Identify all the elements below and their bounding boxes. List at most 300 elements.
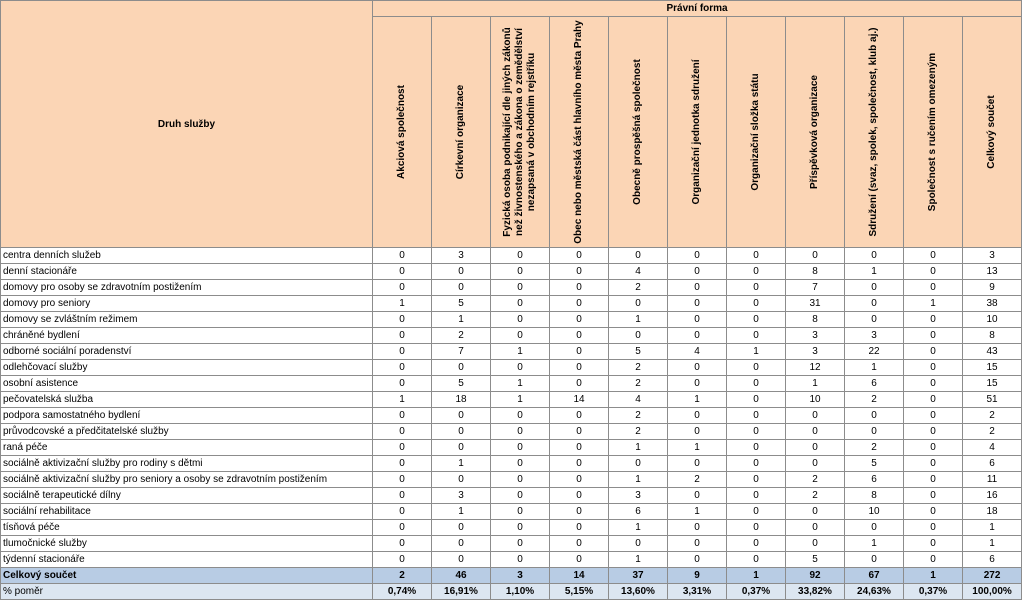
cell-value: 1 [491,376,550,392]
cell-value: 0 [491,472,550,488]
cell-value: 0 [550,312,609,328]
cell-value: 0 [550,296,609,312]
row-label: týdenní stacionáře [1,552,373,568]
cell-value: 0 [845,552,904,568]
cell-value: 6 [845,472,904,488]
cell-value: 0 [904,344,963,360]
cell-value: 9 [963,280,1022,296]
cell-value: 0 [491,488,550,504]
row-label: chráněné bydlení [1,328,373,344]
cell-value: 100,00% [963,584,1022,600]
cell-value: 1 [668,392,727,408]
cell-value: 0 [727,248,786,264]
cell-value: 0 [432,536,491,552]
table-row [1,504,1022,520]
cell-value: 0 [373,440,432,456]
cell-value: 0 [550,520,609,536]
cell-value: 1 [904,296,963,312]
cell-value: 2 [963,408,1022,424]
cell-value: 0 [491,360,550,376]
cell-value: 22 [845,344,904,360]
cell-value: 0 [373,264,432,280]
cell-value: 0 [432,360,491,376]
cell-value: 0 [904,408,963,424]
cell-value: 0 [786,408,845,424]
cell-value: 0 [491,264,550,280]
cell-value: 0 [727,424,786,440]
cell-value: 10 [786,392,845,408]
cell-value: 0 [786,504,845,520]
cell-value: 0 [491,440,550,456]
cell-value: 0 [550,440,609,456]
cell-value: 0 [727,312,786,328]
cell-value: 0 [609,456,668,472]
table-row [1,360,1022,376]
group-header-pravni-forma: Právní forma [373,1,1022,17]
cell-value: 0 [904,440,963,456]
cell-value: 6 [963,552,1022,568]
row-label: % poměr [1,584,373,600]
cell-value: 0 [550,456,609,472]
table-row [1,264,1022,280]
cell-value: 1 [609,440,668,456]
column-header-label: Církevní organizace [455,84,466,180]
cell-value: 1 [491,344,550,360]
cell-value: 0 [609,536,668,552]
row-label: tlumočnické služby [1,536,373,552]
column-header-label: Společnost s ručením omezeným [927,52,938,212]
cell-value: 18 [432,392,491,408]
cell-value: 0 [373,344,432,360]
cell-value: 1 [373,296,432,312]
cell-value: 11 [963,472,1022,488]
row-label: osobní asistence [1,376,373,392]
cell-value: 0 [491,312,550,328]
cell-value: 10 [845,504,904,520]
cell-value: 37 [609,568,668,584]
cell-value: 1 [727,344,786,360]
row-label: odborné sociální poradenství [1,344,373,360]
cell-value: 2 [668,472,727,488]
cell-value: 0 [727,472,786,488]
cell-value: 0 [550,424,609,440]
cell-value: 1 [845,264,904,280]
cell-value: 0 [491,280,550,296]
cell-value: 0 [373,312,432,328]
table-row [1,440,1022,456]
cell-value: 0 [432,552,491,568]
cell-value: 4 [963,440,1022,456]
cell-value: 0 [550,552,609,568]
cell-value: 0 [373,552,432,568]
cell-value: 15 [963,360,1022,376]
cell-value: 0 [491,328,550,344]
cell-value: 1 [904,568,963,584]
cell-value: 0 [550,472,609,488]
cell-value: 0,74% [373,584,432,600]
table-row [1,280,1022,296]
table-row [1,376,1022,392]
cell-value: 0 [491,296,550,312]
cell-value: 0 [550,328,609,344]
cell-value: 51 [963,392,1022,408]
column-header-label: Příspěvková organizace [809,75,820,189]
table-row [1,344,1022,360]
cell-value: 2 [845,392,904,408]
cell-value: 24,63% [845,584,904,600]
cell-value: 0 [668,248,727,264]
cell-value: 1 [786,376,845,392]
table-row [1,392,1022,408]
cell-value: 1,10% [491,584,550,600]
cell-value: 14 [550,568,609,584]
cell-value: 0 [904,488,963,504]
cell-value: 15 [963,376,1022,392]
row-label: sociálně aktivizační služby pro rodiny s dětmi [1,456,373,472]
column-header-label: Akciová společnost [396,85,407,179]
cell-value: 0 [373,424,432,440]
cell-value: 0 [609,328,668,344]
cell-value: 0 [904,312,963,328]
cell-value: 18 [963,504,1022,520]
row-label: domovy pro osoby se zdravotním postižením [1,280,373,296]
column-header-label: Organizační složka státu [750,73,761,191]
cell-value: 0 [491,552,550,568]
cell-value: 1 [432,504,491,520]
cell-value: 1 [609,472,668,488]
cell-value: 5 [609,344,668,360]
table-row [1,520,1022,536]
percent-row [1,584,1022,600]
column-header [550,17,609,248]
row-label: domovy pro seniory [1,296,373,312]
cell-value: 0 [904,280,963,296]
cell-value: 2 [609,408,668,424]
total-row [1,568,1022,584]
cell-value: 0 [727,296,786,312]
cell-value: 13 [963,264,1022,280]
cell-value: 0 [668,280,727,296]
cell-value: 92 [786,568,845,584]
cell-value: 0 [491,424,550,440]
cell-value: 1 [845,536,904,552]
cell-value: 0 [727,328,786,344]
cell-value: 0 [727,392,786,408]
cell-value: 6 [963,456,1022,472]
cell-value: 0 [904,456,963,472]
cell-value: 0 [668,520,727,536]
table-row [1,456,1022,472]
cell-value: 0 [727,264,786,280]
cell-value: 8 [845,488,904,504]
cell-value: 0 [727,536,786,552]
cell-value: 4 [668,344,727,360]
column-header-label: Organizační jednotka sdružení [691,59,702,205]
table-row [1,408,1022,424]
table-row [1,296,1022,312]
cell-value: 38 [963,296,1022,312]
cell-value: 0 [373,360,432,376]
row-label: domovy se zvláštním režimem [1,312,373,328]
cell-value: 0 [904,552,963,568]
cell-value: 0 [904,536,963,552]
cell-value: 0 [904,248,963,264]
cell-value: 0 [491,536,550,552]
cell-value: 0 [786,424,845,440]
cell-value: 0 [373,456,432,472]
cell-value: 0 [432,408,491,424]
cell-value: 0 [550,504,609,520]
cell-value: 0 [727,456,786,472]
cell-value: 0 [727,552,786,568]
column-header [668,17,727,248]
table-row [1,424,1022,440]
table-row [1,472,1022,488]
cell-value: 6 [609,504,668,520]
cell-value: 3,31% [668,584,727,600]
cell-value: 0 [786,456,845,472]
cell-value: 0 [727,440,786,456]
cell-value: 13,60% [609,584,668,600]
column-header-label: Obecně prospěšná společnost [632,59,643,205]
cell-value: 0 [845,296,904,312]
row-label: sociálně aktivizační služby pro seniory a osoby se zdravotním postižením [1,472,373,488]
column-header [373,17,432,248]
column-header [845,17,904,248]
cell-value: 0 [904,504,963,520]
cell-value: 67 [845,568,904,584]
cell-value: 3 [432,488,491,504]
table-row [1,488,1022,504]
cell-value: 0 [491,248,550,264]
cell-value: 0 [373,328,432,344]
row-label: tísňová péče [1,520,373,536]
cell-value: 33,82% [786,584,845,600]
cell-value: 3 [963,248,1022,264]
cell-value: 2 [609,280,668,296]
cell-value: 0 [668,296,727,312]
cell-value: 0 [668,328,727,344]
cell-value: 0 [904,520,963,536]
cell-value: 1 [432,456,491,472]
cell-value: 9 [668,568,727,584]
cell-value: 3 [432,248,491,264]
row-label: denní stacionáře [1,264,373,280]
cell-value: 0 [668,552,727,568]
cell-value: 272 [963,568,1022,584]
cell-value: 0 [609,248,668,264]
cell-value: 1 [609,520,668,536]
table-row [1,328,1022,344]
cell-value: 2 [373,568,432,584]
cell-value: 0 [845,280,904,296]
cell-value: 2 [786,488,845,504]
column-header-label: Celkový součet [986,95,998,169]
cell-value: 0 [904,472,963,488]
table-row [1,552,1022,568]
column-header [786,17,845,248]
cell-value: 0 [491,456,550,472]
cell-value: 6 [845,376,904,392]
table-row [1,248,1022,264]
cell-value: 1 [845,360,904,376]
cell-value: 2 [963,424,1022,440]
column-header [727,17,786,248]
cell-value: 5 [786,552,845,568]
cell-value: 0 [550,536,609,552]
cell-value: 46 [432,568,491,584]
cell-value: 31 [786,296,845,312]
cell-value: 3 [845,328,904,344]
cell-value: 10 [963,312,1022,328]
cell-value: 0 [727,520,786,536]
cell-value: 1 [963,536,1022,552]
cell-value: 0 [904,392,963,408]
cell-value: 4 [609,392,668,408]
cell-value: 0 [550,360,609,376]
cell-value: 3 [491,568,550,584]
cell-value: 2 [609,376,668,392]
cell-value: 1 [491,392,550,408]
cell-value: 3 [786,344,845,360]
cell-value: 0 [373,280,432,296]
table-row [1,536,1022,552]
cell-value: 0 [668,408,727,424]
cell-value: 0 [491,520,550,536]
cell-value: 0 [373,472,432,488]
cell-value: 0,37% [904,584,963,600]
cell-value: 0 [845,312,904,328]
cell-value: 5,15% [550,584,609,600]
cell-value: 0 [550,264,609,280]
cell-value: 0 [550,488,609,504]
cell-value: 0 [727,408,786,424]
cell-value: 2 [432,328,491,344]
column-header [963,17,1022,248]
row-label: Celkový součet [1,568,373,584]
cell-value: 8 [786,312,845,328]
cell-value: 5 [432,376,491,392]
cell-value: 0 [727,280,786,296]
cell-value: 0 [432,280,491,296]
cell-value: 0 [668,360,727,376]
cell-value: 0 [550,248,609,264]
cell-value: 0 [668,456,727,472]
cell-value: 0 [550,408,609,424]
cell-value: 0 [609,296,668,312]
cell-value: 0 [668,536,727,552]
cell-value: 1 [963,520,1022,536]
cell-value: 0 [491,504,550,520]
cell-value: 0 [904,376,963,392]
row-label: pečovatelská služba [1,392,373,408]
cell-value: 1 [727,568,786,584]
cell-value: 5 [432,296,491,312]
cell-value: 0 [550,344,609,360]
cell-value: 7 [432,344,491,360]
cell-value: 0 [845,520,904,536]
column-header [609,17,668,248]
row-label: centra denních služeb [1,248,373,264]
cell-value: 3 [609,488,668,504]
cell-value: 0 [786,520,845,536]
cell-value: 0 [668,264,727,280]
cell-value: 0 [904,328,963,344]
cell-value: 0 [373,520,432,536]
row-label: raná péče [1,440,373,456]
cell-value: 16 [963,488,1022,504]
row-label: podpora samostatného bydlení [1,408,373,424]
cell-value: 43 [963,344,1022,360]
cell-value: 0 [550,376,609,392]
row-label: sociální rehabilitace [1,504,373,520]
column-header [904,17,963,248]
table-row [1,312,1022,328]
cell-value: 0 [786,440,845,456]
cell-value: 14 [550,392,609,408]
cell-value: 0 [373,536,432,552]
row-label: průvodcovské a předčitatelské služby [1,424,373,440]
cell-value: 1 [609,312,668,328]
cell-value: 12 [786,360,845,376]
cell-value: 0 [550,280,609,296]
cell-value: 0 [432,472,491,488]
cell-value: 0 [786,536,845,552]
cell-value: 0 [373,248,432,264]
column-header [491,17,550,248]
row-label: sociálně terapeutické dílny [1,488,373,504]
cell-value: 7 [786,280,845,296]
cell-value: 2 [609,424,668,440]
cell-value: 0,37% [727,584,786,600]
cell-value: 0 [904,360,963,376]
cell-value: 0 [668,424,727,440]
cell-value: 0 [845,408,904,424]
cell-value: 0 [668,376,727,392]
column-header-label: Fyzická osoba podnikající dle jiných zákonů než živnostenského a zákona o zemědělství nezapsaná v obchodním rejstříku [502,27,537,237]
cell-value: 0 [845,424,904,440]
cell-value: 4 [609,264,668,280]
cell-value: 0 [727,376,786,392]
row-header-druh-sluzby: Druh služby [1,1,373,248]
column-header-label: Sdružení (svaz, spolek, společnost, klub aj.) [868,27,879,237]
cell-value: 8 [786,264,845,280]
cell-value: 0 [432,424,491,440]
cell-value: 0 [491,408,550,424]
cell-value: 0 [727,488,786,504]
cell-value: 5 [845,456,904,472]
cell-value: 1 [432,312,491,328]
cell-value: 0 [904,264,963,280]
cell-value: 2 [786,472,845,488]
cell-value: 0 [668,488,727,504]
cell-value: 0 [786,248,845,264]
cell-value: 0 [373,408,432,424]
cell-value: 0 [668,312,727,328]
cell-value: 0 [373,376,432,392]
cell-value: 8 [963,328,1022,344]
cell-value: 0 [432,520,491,536]
cell-value: 2 [845,440,904,456]
cell-value: 0 [432,440,491,456]
column-header [432,17,491,248]
cell-value: 2 [609,360,668,376]
cell-value: 1 [668,440,727,456]
cell-value: 0 [904,424,963,440]
cell-value: 16,91% [432,584,491,600]
cell-value: 0 [373,488,432,504]
cell-value: 3 [786,328,845,344]
